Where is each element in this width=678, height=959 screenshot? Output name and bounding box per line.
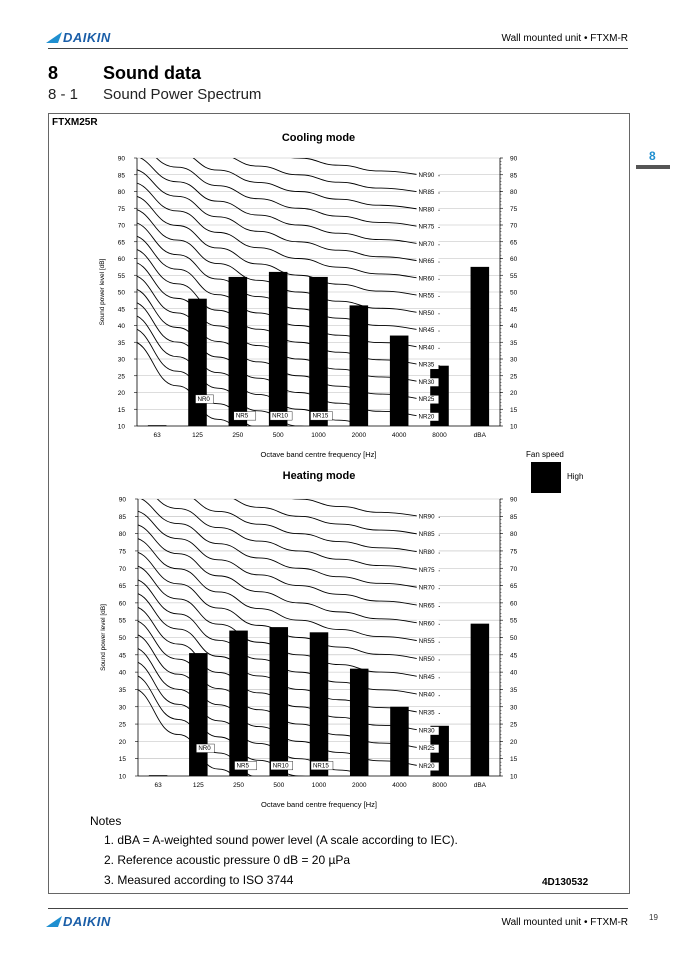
y-tick-label: 35 — [117, 339, 125, 347]
nr-curve — [129, 142, 440, 227]
y-tick-label-right: 40 — [510, 669, 518, 677]
nr-label: NR25 — [418, 396, 435, 404]
y-tick-label: 30 — [118, 704, 126, 712]
nr-curve — [129, 169, 440, 262]
bar — [390, 336, 409, 426]
y-tick-label-right: 45 — [510, 306, 518, 314]
subsection-title: Sound Power Spectrum — [103, 86, 262, 103]
chart-title: Cooling mode — [281, 132, 356, 144]
x-tick-label: 250 — [232, 432, 244, 439]
nr-label: NR10 — [272, 412, 288, 420]
nr-label: NR45 — [418, 327, 435, 335]
nr-label: NR75 — [418, 566, 435, 574]
bar — [350, 669, 369, 776]
y-tick-label-right: 65 — [510, 239, 518, 247]
daikin-logo-icon — [46, 916, 62, 927]
bar — [148, 425, 167, 426]
footer-rule — [48, 908, 628, 909]
note-item: 1. dBA = A-weighted sound power level (A scale according to IEC). — [104, 833, 458, 847]
header-right-text: Wall mounted unit • FTXM-R — [501, 33, 628, 44]
bar — [188, 299, 207, 426]
bar — [229, 631, 248, 776]
y-tick-label: 10 — [117, 423, 125, 431]
bar — [309, 277, 328, 426]
x-axis-label: Octave band centre frequency [Hz] — [261, 800, 377, 809]
x-tick-label: 63 — [154, 782, 162, 789]
x-axis-label: Octave band centre frequency [Hz] — [260, 450, 377, 459]
nr-label: NR15 — [312, 762, 329, 770]
y-tick-label-right: 10 — [510, 773, 518, 781]
y-tick-label: 85 — [117, 172, 125, 180]
nr-label: NR35 — [418, 709, 435, 717]
nr-label: NR80 — [418, 206, 435, 214]
x-tick-label: dBA — [473, 432, 486, 439]
y-tick-label: 40 — [118, 669, 126, 677]
y-tick-label: 25 — [117, 373, 125, 381]
y-tick-label: 70 — [118, 565, 126, 573]
nr-curve — [129, 155, 440, 244]
y-tick-label-right: 35 — [510, 339, 518, 347]
y-tick-label: 25 — [118, 721, 126, 729]
y-tick-label: 75 — [117, 205, 125, 213]
y-tick-label-right: 10 — [510, 423, 518, 431]
footer-brand: DAIKIN — [63, 914, 111, 929]
x-tick-label: dBA — [473, 782, 487, 789]
nr-label: NR60 — [418, 620, 435, 628]
y-tick-label: 50 — [118, 635, 126, 642]
y-tick-label: 10 — [118, 773, 126, 781]
nr-curve — [130, 537, 440, 642]
y-tick-label-right: 30 — [510, 356, 518, 364]
y-tick-label-right: 70 — [510, 222, 518, 230]
nr-label: NR40 — [418, 344, 435, 352]
nr-label: NR85 — [418, 189, 435, 197]
nr-label: NR55 — [418, 638, 435, 646]
nr-label: NR80 — [418, 549, 435, 557]
footer-right-text: Wall mounted unit • FTXM-R — [501, 917, 628, 928]
nr-label: NR60 — [418, 275, 435, 283]
y-tick-label-right: 25 — [510, 721, 518, 729]
y-tick-label-right: 85 — [510, 172, 518, 180]
x-tick-label: 500 — [273, 782, 285, 789]
bar — [390, 707, 409, 776]
note-item: 3. Measured according to ISO 3744 — [104, 873, 294, 887]
document-id: 4D130532 — [542, 877, 589, 888]
nr-label: NR10 — [272, 762, 289, 770]
y-tick-label-right: 55 — [510, 617, 518, 625]
nr-label: NR5 — [236, 762, 249, 770]
y-tick-label: 75 — [118, 548, 126, 556]
bar — [269, 272, 288, 426]
y-tick-label: 55 — [118, 617, 126, 625]
y-tick-label: 50 — [117, 289, 125, 297]
bar — [350, 305, 369, 426]
side-tab-bar — [636, 165, 670, 169]
y-tick-label: 30 — [117, 356, 125, 364]
nr-label: NR25 — [418, 745, 435, 753]
subsection-number: 8 - 1 — [48, 86, 79, 103]
header-brand: DAIKIN — [63, 30, 111, 45]
section-number: 8 — [48, 63, 59, 83]
nr-curve — [130, 510, 440, 607]
chart-title: Heating mode — [282, 470, 356, 482]
y-tick-label: 60 — [118, 600, 126, 608]
y-tick-label: 80 — [118, 531, 126, 539]
y-tick-label: 15 — [117, 406, 125, 414]
y-tick-label: 20 — [118, 738, 126, 746]
x-tick-label: 8000 — [432, 432, 447, 439]
header-logo — [48, 30, 111, 45]
note-item: 2. Reference acoustic pressure 0 dB = 20 µPa — [104, 853, 351, 867]
nr-label: NR20 — [418, 762, 435, 770]
y-tick-label-right: 80 — [510, 531, 518, 539]
nr-label: NR90 — [418, 171, 435, 179]
y-tick-label: 20 — [117, 390, 125, 397]
x-tick-label: 500 — [272, 432, 284, 439]
y-tick-label-right: 85 — [510, 513, 518, 521]
daikin-logo-icon — [46, 32, 62, 43]
bar — [471, 624, 490, 776]
x-tick-label: 125 — [192, 782, 204, 789]
y-tick-label-right: 45 — [510, 652, 518, 660]
y-tick-label-right: 20 — [510, 738, 518, 746]
y-tick-label: 90 — [117, 155, 125, 163]
nr-label: NR65 — [418, 602, 435, 610]
bar — [471, 267, 490, 426]
y-tick-label: 85 — [118, 513, 126, 521]
nr-label: NR85 — [418, 531, 435, 539]
bar — [149, 775, 168, 776]
nr-label: NR40 — [418, 691, 435, 699]
bar — [310, 632, 329, 776]
y-tick-label: 55 — [117, 272, 125, 280]
nr-curve — [130, 496, 440, 588]
page-number: 19 — [649, 913, 658, 922]
y-tick-label-right: 50 — [510, 289, 518, 297]
x-tick-label: 250 — [233, 782, 244, 789]
cooling-chart — [92, 127, 532, 462]
x-tick-label: 2000 — [351, 782, 367, 789]
y-tick-label: 45 — [118, 652, 126, 660]
nr-label: NR65 — [418, 258, 435, 266]
legend-label: High — [567, 472, 584, 481]
y-tick-label-right: 55 — [510, 272, 518, 280]
bar — [189, 653, 208, 776]
nr-label: NR5 — [235, 412, 249, 420]
heating-chart — [100, 465, 528, 813]
nr-label: NR0 — [197, 395, 210, 403]
nr-label: NR30 — [418, 378, 435, 386]
y-tick-label: 65 — [117, 239, 125, 247]
nr-label: NR50 — [418, 309, 435, 317]
header-rule — [48, 48, 628, 49]
y-tick-label-right: 50 — [510, 635, 518, 642]
y-tick-label: 45 — [117, 306, 125, 314]
legend-title: Fan speed — [526, 450, 564, 459]
nr-curve — [130, 483, 440, 571]
bar — [229, 277, 248, 426]
y-tick-label-right: 75 — [510, 205, 518, 213]
y-tick-label-right: 60 — [510, 600, 518, 608]
y-tick-label: 70 — [117, 222, 125, 230]
y-tick-label: 60 — [117, 256, 125, 263]
x-tick-label: 4000 — [391, 432, 407, 439]
side-tab-number: 8 — [649, 149, 656, 163]
y-tick-label: 15 — [118, 756, 126, 764]
y-tick-label-right: 65 — [510, 583, 518, 591]
y-axis-label: Sound power level [dB] — [99, 258, 106, 326]
section-title: Sound data — [103, 63, 201, 83]
y-tick-label-right: 25 — [510, 373, 518, 381]
nr-label: NR35 — [418, 361, 435, 369]
nr-label: NR55 — [418, 292, 435, 300]
y-tick-label-right: 90 — [510, 155, 518, 163]
nr-label: NR0 — [198, 745, 211, 753]
y-tick-label: 90 — [118, 496, 126, 504]
y-axis-label: Sound power level [dB] — [100, 604, 107, 671]
y-tick-label-right: 80 — [510, 189, 518, 196]
notes-heading: Notes — [90, 814, 122, 828]
y-tick-label: 80 — [117, 189, 125, 196]
bar — [270, 627, 289, 776]
y-tick-label: 65 — [118, 583, 126, 591]
y-tick-label: 35 — [118, 686, 126, 694]
nr-label: NR70 — [418, 584, 435, 592]
y-tick-label-right: 20 — [510, 390, 518, 397]
nr-label: NR30 — [418, 727, 435, 735]
y-tick-label-right: 60 — [510, 256, 518, 263]
x-tick-label: 8000 — [432, 782, 447, 789]
legend-swatch — [531, 462, 561, 493]
y-tick-label: 40 — [117, 323, 125, 330]
model-label: FTXM25R — [52, 117, 98, 128]
x-tick-label: 63 — [153, 432, 161, 439]
nr-label: NR15 — [312, 412, 329, 420]
x-tick-label: 2000 — [351, 432, 367, 439]
x-tick-label: 4000 — [392, 782, 407, 789]
x-tick-label: 1000 — [311, 782, 327, 789]
nr-label: NR90 — [418, 513, 435, 521]
y-tick-label-right: 30 — [510, 704, 518, 712]
y-tick-label-right: 75 — [510, 548, 518, 556]
y-tick-label-right: 90 — [510, 496, 518, 504]
nr-label: NR70 — [418, 240, 435, 248]
y-tick-label-right: 35 — [510, 686, 518, 694]
nr-label: NR75 — [418, 223, 435, 231]
x-tick-label: 1000 — [311, 432, 326, 439]
y-tick-label-right: 70 — [510, 565, 518, 573]
x-tick-label: 125 — [192, 432, 203, 439]
y-tick-label-right: 40 — [510, 323, 518, 330]
nr-label: NR20 — [418, 413, 435, 421]
y-tick-label-right: 15 — [510, 756, 518, 764]
y-tick-label-right: 15 — [510, 406, 518, 414]
footer-logo — [48, 914, 111, 929]
nr-label: NR45 — [418, 673, 435, 681]
nr-label: NR50 — [418, 656, 435, 664]
